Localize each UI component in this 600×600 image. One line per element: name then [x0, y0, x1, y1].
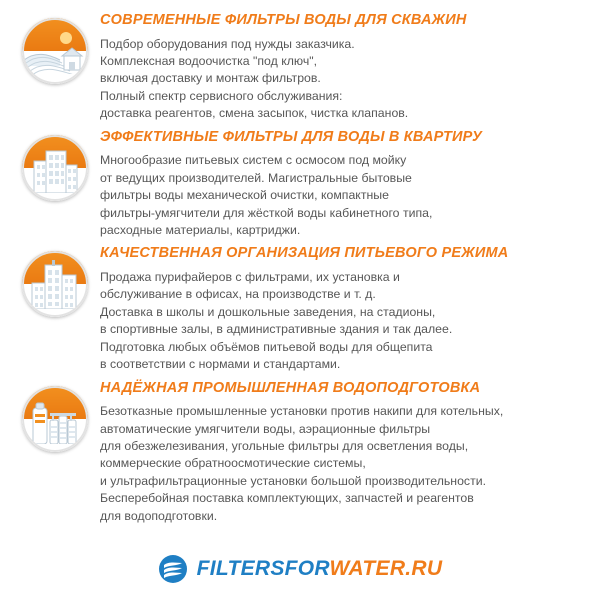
- section-drinking-regime: [10, 245, 590, 373]
- section-heading: КАЧЕСТВЕННАЯ ОРГАНИЗАЦИЯ ПИТЬЕВОГО РЕЖИМА: [100, 245, 509, 262]
- text-column: [100, 245, 590, 373]
- text-column: [100, 129, 590, 240]
- body-line: Продажа пурифайеров с фильтрами, их установка и: [100, 270, 400, 285]
- body-line: Бесперебойная поставка комплектующих, запчастей и реагентов: [100, 491, 474, 506]
- body-line: расходные материалы, картриджи.: [100, 223, 301, 237]
- body-line: включая доставку и монтаж фильтров.: [100, 71, 321, 86]
- body-line: и ультрафильтрационные установки большой производительности.: [100, 473, 486, 488]
- icon-column: [10, 245, 100, 317]
- body-line: Подбор оборудования под нужды заказчика.: [100, 36, 355, 51]
- industrial-equipment-icon: [22, 386, 88, 452]
- apartment-building-icon: [22, 135, 88, 201]
- body-line: Подготовка любых объёмов питьевой воды для общепита: [100, 339, 433, 354]
- section-body: [100, 403, 586, 525]
- body-line: фильтры воды механической очистки, компактные: [100, 188, 389, 203]
- body-line: в спортивные залы, в административные здания и так далее.: [100, 322, 453, 337]
- brand-wordmark: [197, 557, 443, 581]
- body-line: Комплексная водоочистка "под ключ",: [100, 54, 318, 69]
- body-line: коммерческие обратноосмотические системы,: [100, 456, 366, 471]
- body-line: для обезжелезивания, угольные фильтры для осветления воды,: [100, 439, 469, 453]
- footer-logo[interactable]: [0, 554, 600, 584]
- city-towers-icon: [22, 251, 88, 317]
- body-line: Доставка в школы и дошкольные заведения, на стадионы,: [100, 304, 436, 319]
- body-line: обслуживание в офисах, на производстве и т. д.: [100, 287, 376, 302]
- section-body: [100, 152, 586, 239]
- body-line: Полный спектр сервисного обслуживания:: [100, 88, 343, 103]
- field-landscape-icon: [22, 18, 88, 84]
- water-swirl-logo-icon: [158, 554, 188, 584]
- icon-column: [10, 380, 100, 452]
- body-line: доставка реагентов, смена засыпок, чистка клапанов.: [100, 106, 409, 121]
- section-body: [100, 269, 586, 373]
- text-column: [100, 12, 590, 123]
- body-line: Многообразие питьевых систем с осмосом под мойку: [100, 153, 407, 168]
- icon-column: [10, 129, 100, 201]
- section-heading: СОВРЕМЕННЫЕ ФИЛЬТРЫ ВОДЫ ДЛЯ СКВАЖИН: [100, 12, 467, 28]
- body-line: для водоподготовки.: [100, 508, 218, 523]
- section-heading: НАДЁЖНАЯ ПРОМЫШЛЕННАЯ ВОДОПОДГОТОВКА: [100, 379, 481, 396]
- section-heading: ЭФФЕКТИВНЫЕ ФИЛЬТРЫ ДЛЯ ВОДЫ В КВАРТИРУ: [100, 128, 483, 145]
- body-line: Безотказные промышленные установки против накипи для котельных,: [100, 404, 504, 419]
- section-apartment: [10, 129, 590, 240]
- brand-primary: FILTERSFOR: [196, 557, 330, 580]
- section-body: [100, 36, 586, 123]
- body-line: от ведущих производителей. Магистральные бытовые: [100, 170, 412, 185]
- text-column: [100, 380, 590, 526]
- body-line: автоматические умягчители воды, аэрационные фильтры: [100, 421, 431, 436]
- section-industrial: [10, 380, 590, 526]
- section-wells: [10, 12, 590, 123]
- body-line: фильтры-умягчители для жёсткой воды кабинетного типа,: [100, 205, 433, 220]
- icon-column: [10, 12, 100, 84]
- body-line: в соответствии с нормами и стандартами.: [100, 357, 341, 372]
- brand-secondary: WATER.RU: [329, 557, 443, 580]
